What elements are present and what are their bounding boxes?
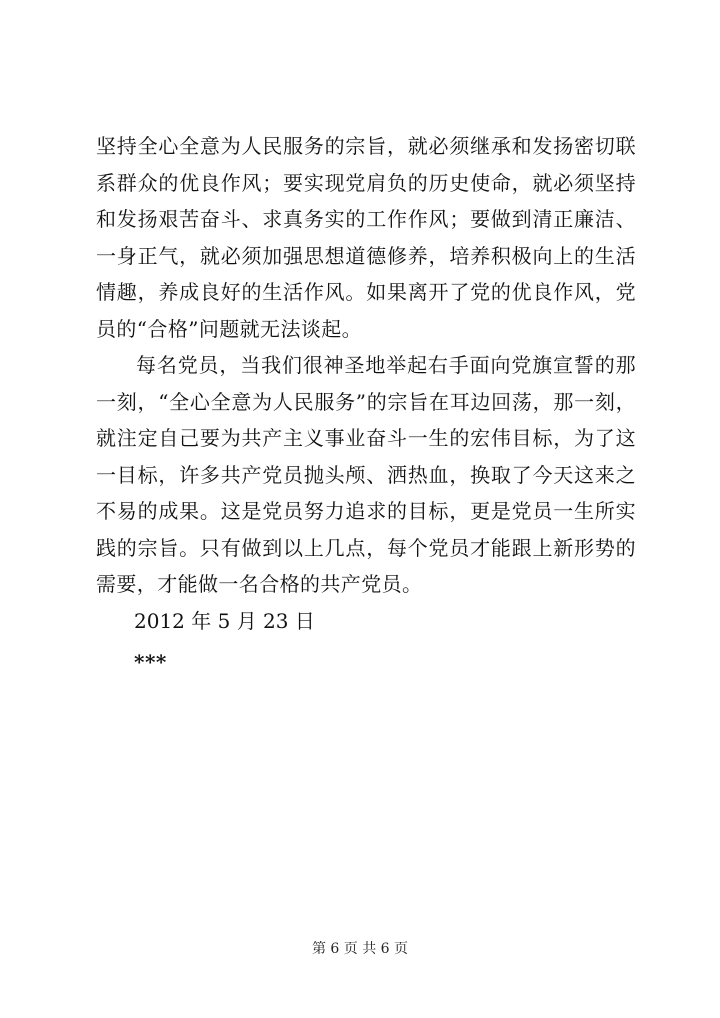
date-line: 2012 年 5 月 23 日: [134, 609, 315, 633]
paragraph-1: 坚持全心全意为人民服务的宗旨，就必须继承和发扬密切联系群众的优良作风；要实现党肩负的历史使命，就必须坚持和发扬艰苦奋斗、求真务实的工作作风；要做到清正廉洁、一身正气，就必须加强思想道德修养，培养积极向上的生活情趣，养成良好的生活作风。如果离开了党的优良作风，党员的“合格”问题就无法谈起。: [96, 134, 636, 341]
separator-stars: ***: [134, 650, 167, 674]
page-number-footer: 第 6 页 共 6 页: [311, 941, 409, 957]
paragraph-2: 每名党员，当我们很神圣地举起右手面向党旗宣誓的那一刻，“全心全意为人民服务”的宗旨在耳边回荡，那一刻，就注定自己要为共产主义事业奋斗一生的宏伟目标，为了这一目标，许多共产党员抛头颅、洒热血，换取了今天这来之不易的成果。这是党员努力追求的目标，更是党员一生所实践的宗旨。只有做到以上几点，每个党员才能跟上新形势的需要，才能做一名合格的共产党员。: [96, 353, 636, 596]
document-body: [96, 128, 636, 603]
